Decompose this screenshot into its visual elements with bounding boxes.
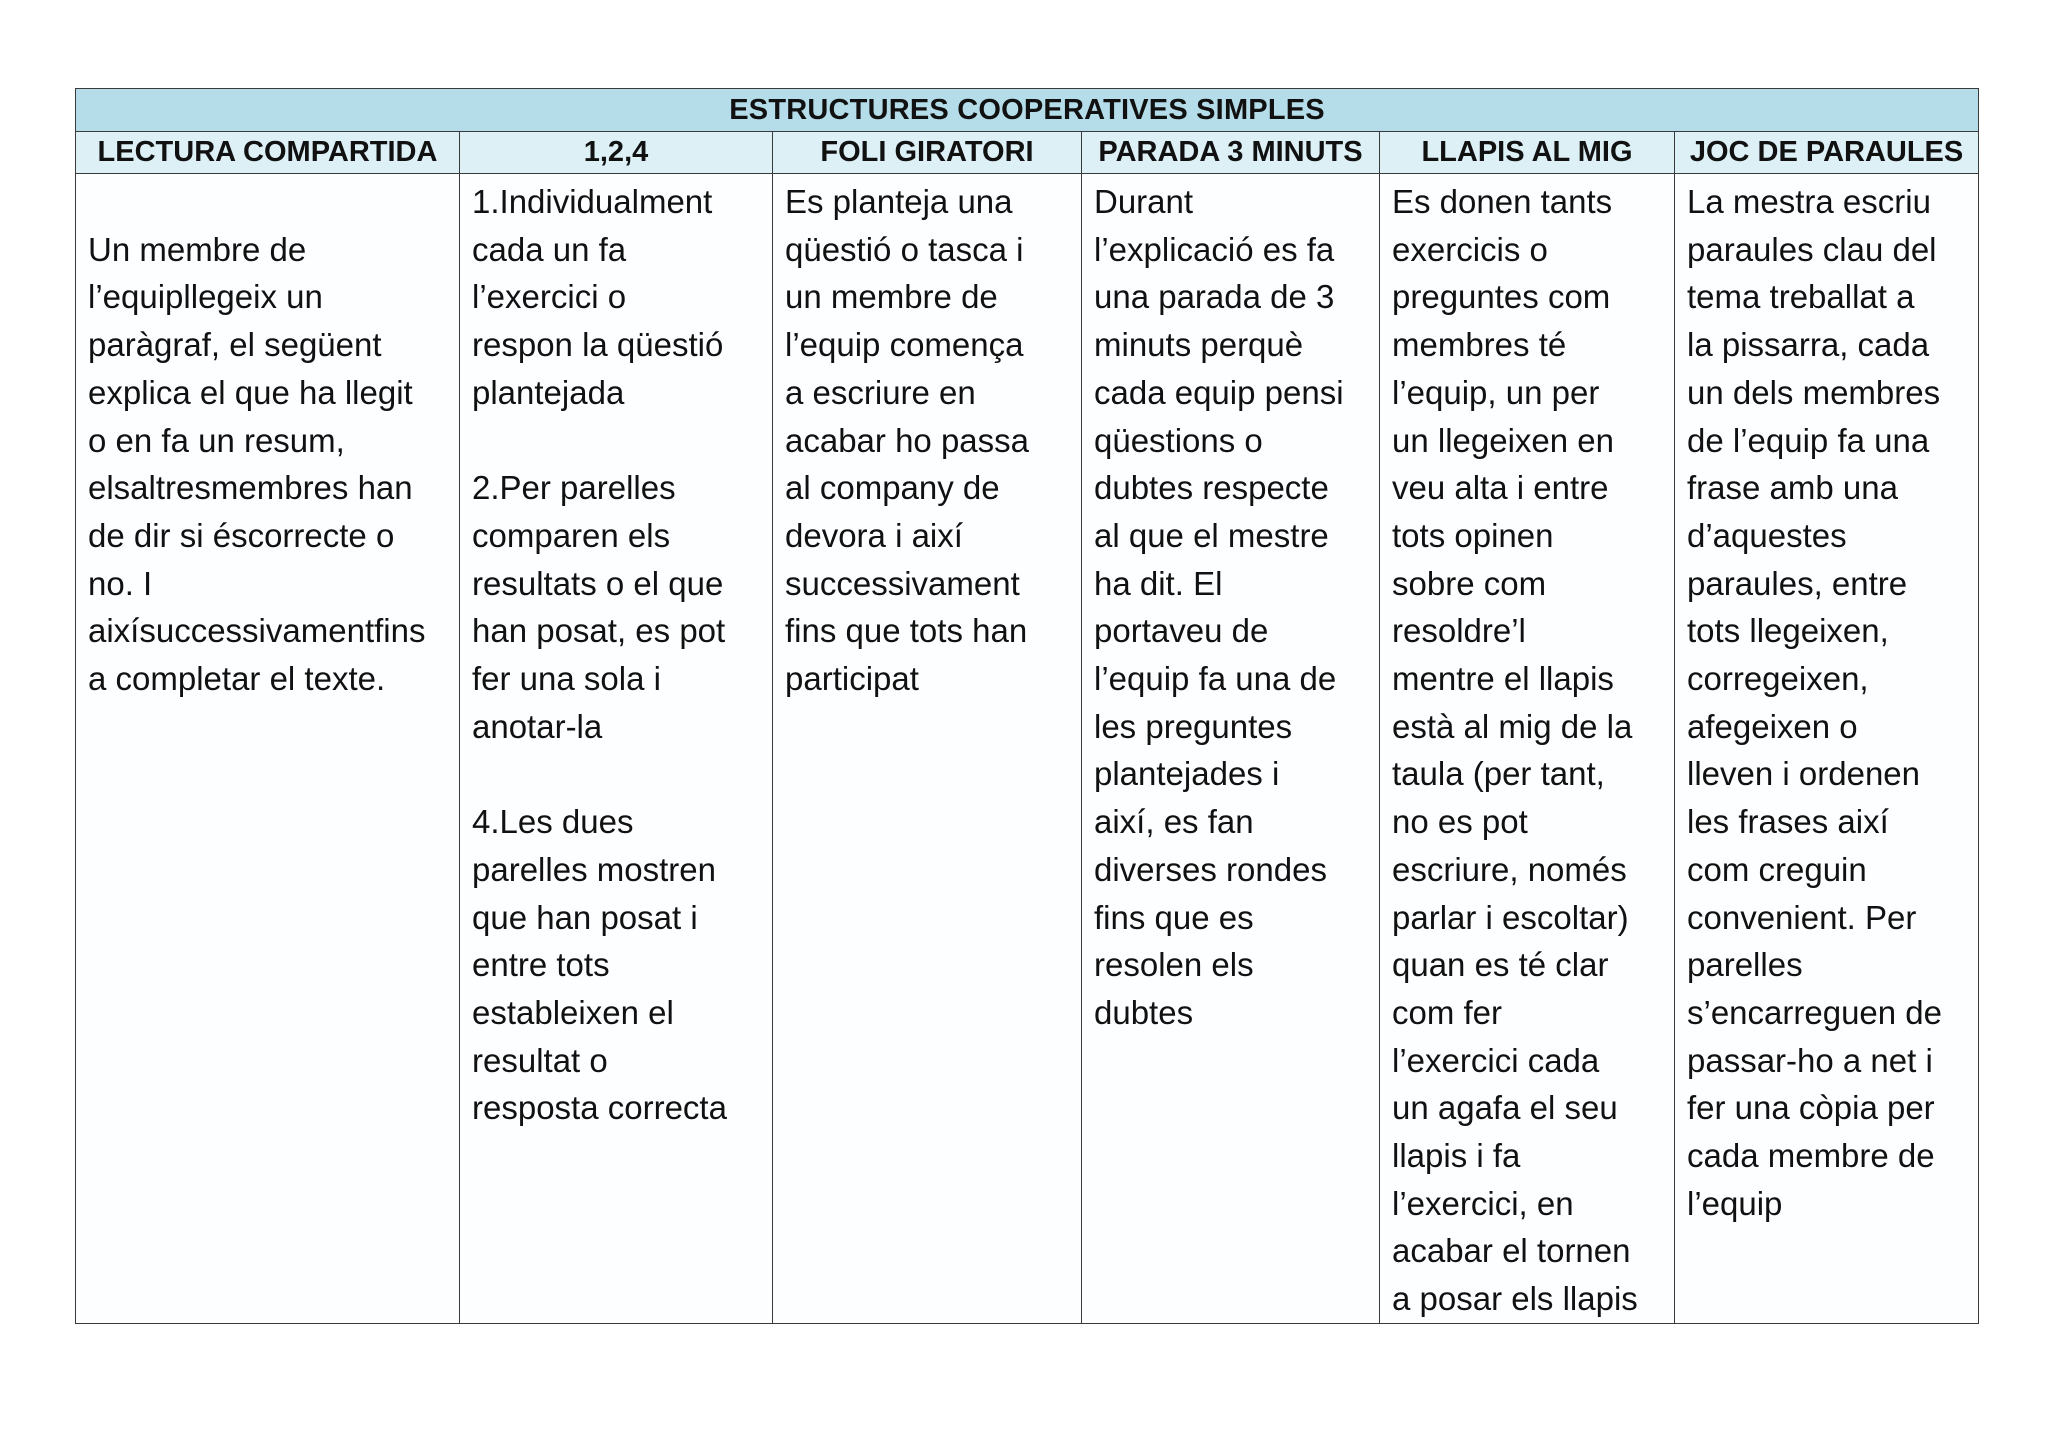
column-header-llapis-al-mig: LLAPIS AL MIG <box>1380 132 1675 174</box>
cell-description: Durant l’explicació es fa una parada de 3 minuts perquè cada equip pensi qüestions o dubtes respecte al que el mestre ha dit. El portaveu de l’equip fa una de les preguntes plantejades i així, es fan diverses rondes fins que es resolen els dubtes <box>1094 183 1344 1031</box>
cell-description: La mestra escriu paraules clau del tema treballat a la pissarra, cada un dels membres de l’equip fa una frase amb una d’aquestes paraules, entre tots llegeixen, corregeixen, afegeixen o lleven i ordenen les frases així com creguin convenient. Per parelles s’encarreguen de passar-ho a net i fer una còpia per cada membre de l’equip <box>1687 183 1943 1222</box>
column-header-joc-de-paraules: JOC DE PARAULES <box>1675 132 1979 174</box>
table-cell-llapis-al-mig <box>1380 174 1675 1324</box>
table-cell-foli-giratori <box>773 174 1082 1324</box>
column-header-foli-giratori: FOLI GIRATORI <box>773 132 1082 174</box>
column-header-lectura-compartida: LECTURA COMPARTIDA <box>76 132 460 174</box>
header-row <box>76 132 1979 174</box>
table-cell-lectura-compartida <box>76 174 460 1324</box>
table-cell-parada-3-minuts <box>1082 174 1380 1324</box>
cell-description: Es donen tants exercicis o preguntes com membres té l’equip, un per un llegeixen en veu alta i entre tots opinen sobre com resoldre’l mentre el llapis està al mig de la taula (per tant, no es pot escriure, només parlar i escoltar) quan es té clar com fer l’exercici cada un agafa el seu llapis i fa l’exercici, en acabar el tornen a posar els llapis <box>1392 183 1638 1318</box>
cell-description: Un membre de l’equipllegeix un paràgraf, el següent explica el que ha llegit o en fa un resum, elsaltresmembres han de dir si éscorrecte o no. I aixísuccessivamentfins a completar el texte. <box>88 230 426 698</box>
table-row <box>76 174 1979 1324</box>
cell-description: Es planteja una qüestió o tasca i un membre de l’equip comença a escriure en acabar ho passa al company de devora i així successivament fins que tots han participat <box>785 183 1030 698</box>
table-cell-joc-de-paraules <box>1675 174 1979 1324</box>
cooperative-structures-table <box>75 88 1979 1324</box>
table-title: ESTRUCTURES COOPERATIVES SIMPLES <box>76 89 1979 132</box>
table-cell-1-2-4 <box>460 174 773 1324</box>
column-header-1-2-4: 1,2,4 <box>460 132 773 174</box>
title-row <box>76 89 1979 132</box>
column-header-parada-3-minuts: PARADA 3 MINUTS <box>1082 132 1380 174</box>
cell-description: 1.Individualment cada un fa l’exercici o respon la qüestió plantejada 2.Per parelles comparen els resultats o el que han posat, es pot fer una sola i anotar-la 4.Les dues parelles mostren que han posat i entre tots estableixen el resultat o resposta correcta <box>472 183 727 1127</box>
